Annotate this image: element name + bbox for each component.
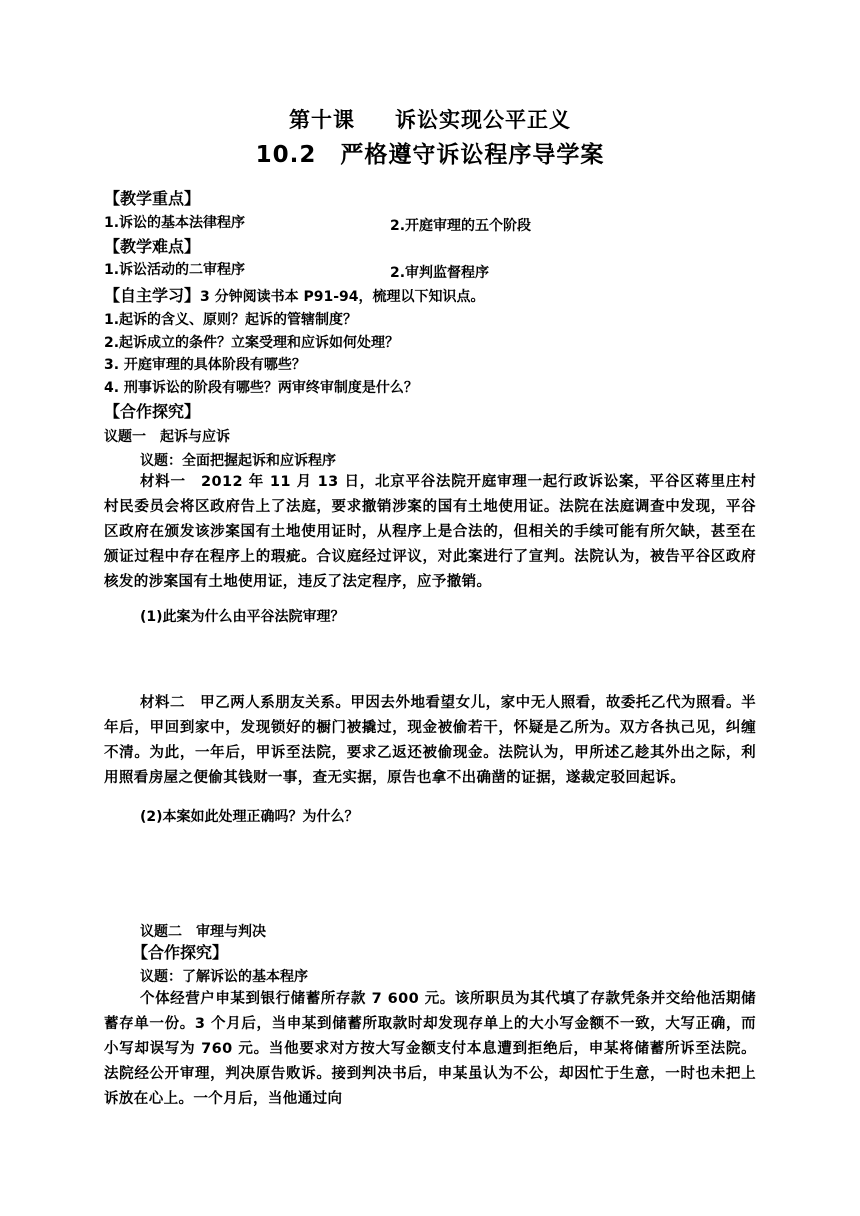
cooperation-heading: 【合作探究】 bbox=[104, 402, 201, 421]
lesson-topic: 诉讼实现公平正义 bbox=[395, 108, 571, 132]
key-point-1: 1.诉讼的基本法律程序 bbox=[104, 215, 246, 231]
key-point-2: 2.开庭审理的五个阶段 bbox=[390, 218, 532, 234]
difficult-point-2: 2.审判监督程序 bbox=[390, 265, 490, 281]
difficult-points-heading: 【教学难点】 bbox=[104, 237, 201, 256]
self-study-row bbox=[104, 285, 485, 308]
self-study-heading: 【自主学习】 bbox=[104, 286, 201, 305]
difficult-point-1: 1.诉讼活动的二审程序 bbox=[104, 262, 246, 278]
document-subtitle bbox=[0, 136, 860, 169]
self-study-instruction: 3 分钟阅读书本 P91-94，梳理以下知识点。 bbox=[200, 289, 485, 305]
lesson-title bbox=[0, 104, 860, 134]
material-3: 个体经营户申某到银行储蓄所存款 7 600 元。该所职员为其代填了存款凭条并交给他活期储蓄存单一份。3 个月后，当申某到储蓄所取款时却发现存单上的大小写金额不一致，大写正确，而小写却误写为 760 元。当他要求对方按大写金额支付本息遭到拒绝后，申某将储蓄所诉至法院。法院经公开审理，判决原告败诉。接到判决书后，申某虽认为不公，却因忙于生意，一时也未把上诉放在心上。一个月后，当他通过向 bbox=[104, 991, 756, 1107]
material-2: 材料二 甲乙两人系朋友关系。甲因去外地看望女儿，家中无人照看，故委托乙代为照看。半年后，甲回到家中，发现锁好的橱门被撬过，现金被偷若干，怀疑是乙所为。双方各执己见，纠缠不清。为此，一年后，甲诉至法院，要求乙返还被偷现金。法院认为，甲所述乙趁其外出之际，利用照看房屋之便偷其钱财一事，查无实据，原告也拿不出确凿的证据，遂裁定驳回起诉。 bbox=[104, 695, 756, 786]
cooperation-heading-2: 【合作探究】 bbox=[132, 943, 229, 962]
self-study-q2: 2.起诉成立的条件？立案受理和应诉如何处理？ bbox=[104, 335, 400, 351]
self-study-q3: 3. 开庭审理的具体阶段有哪些？ bbox=[104, 357, 306, 373]
self-study-q4: 4. 刑事诉讼的阶段有哪些？两审终审制度是什么？ bbox=[104, 380, 418, 396]
question-2: (2)本案如此处理正确吗？为什么？ bbox=[140, 809, 359, 825]
material-1: 材料一 2012 年 11 月 13 日，北京平谷法院开庭审理一起行政诉讼案，平谷区蒋里庄村村民委员会将区政府告上了法庭，要求撤销涉案的国有土地使用证。法院在法庭调查中发现，平谷区政府在颁发该涉案国有土地使用证时，从程序上是合法的，但相关的手续可能有所欠缺，甚至在颁证过程中存在程序上的瑕疵。合议庭经过评议，对此案进行了宣判。法院认为，被告平谷区政府核发的涉案国有土地使用证，违反了法定程序，应予撤销。 bbox=[104, 474, 756, 590]
section-number: 10.2 bbox=[255, 142, 317, 168]
topic2-subtitle: 议题：了解诉讼的基本程序 bbox=[140, 969, 308, 985]
topic2-title: 议题二 审理与判决 bbox=[140, 924, 266, 940]
lesson-number: 第十课 bbox=[289, 108, 355, 132]
subtitle-text: 严格遵守诉讼程序导学案 bbox=[340, 142, 605, 168]
self-study-q1: 1.起诉的含义、原则？起诉的管辖制度？ bbox=[104, 312, 358, 328]
key-points-heading: 【教学重点】 bbox=[104, 189, 201, 208]
question-1: (1)此案为什么由平谷法院审理？ bbox=[140, 609, 345, 625]
topic1-title: 议题一 起诉与应诉 bbox=[104, 429, 230, 445]
topic1-subtitle: 议题：全面把握起诉和应诉程序 bbox=[140, 453, 336, 469]
